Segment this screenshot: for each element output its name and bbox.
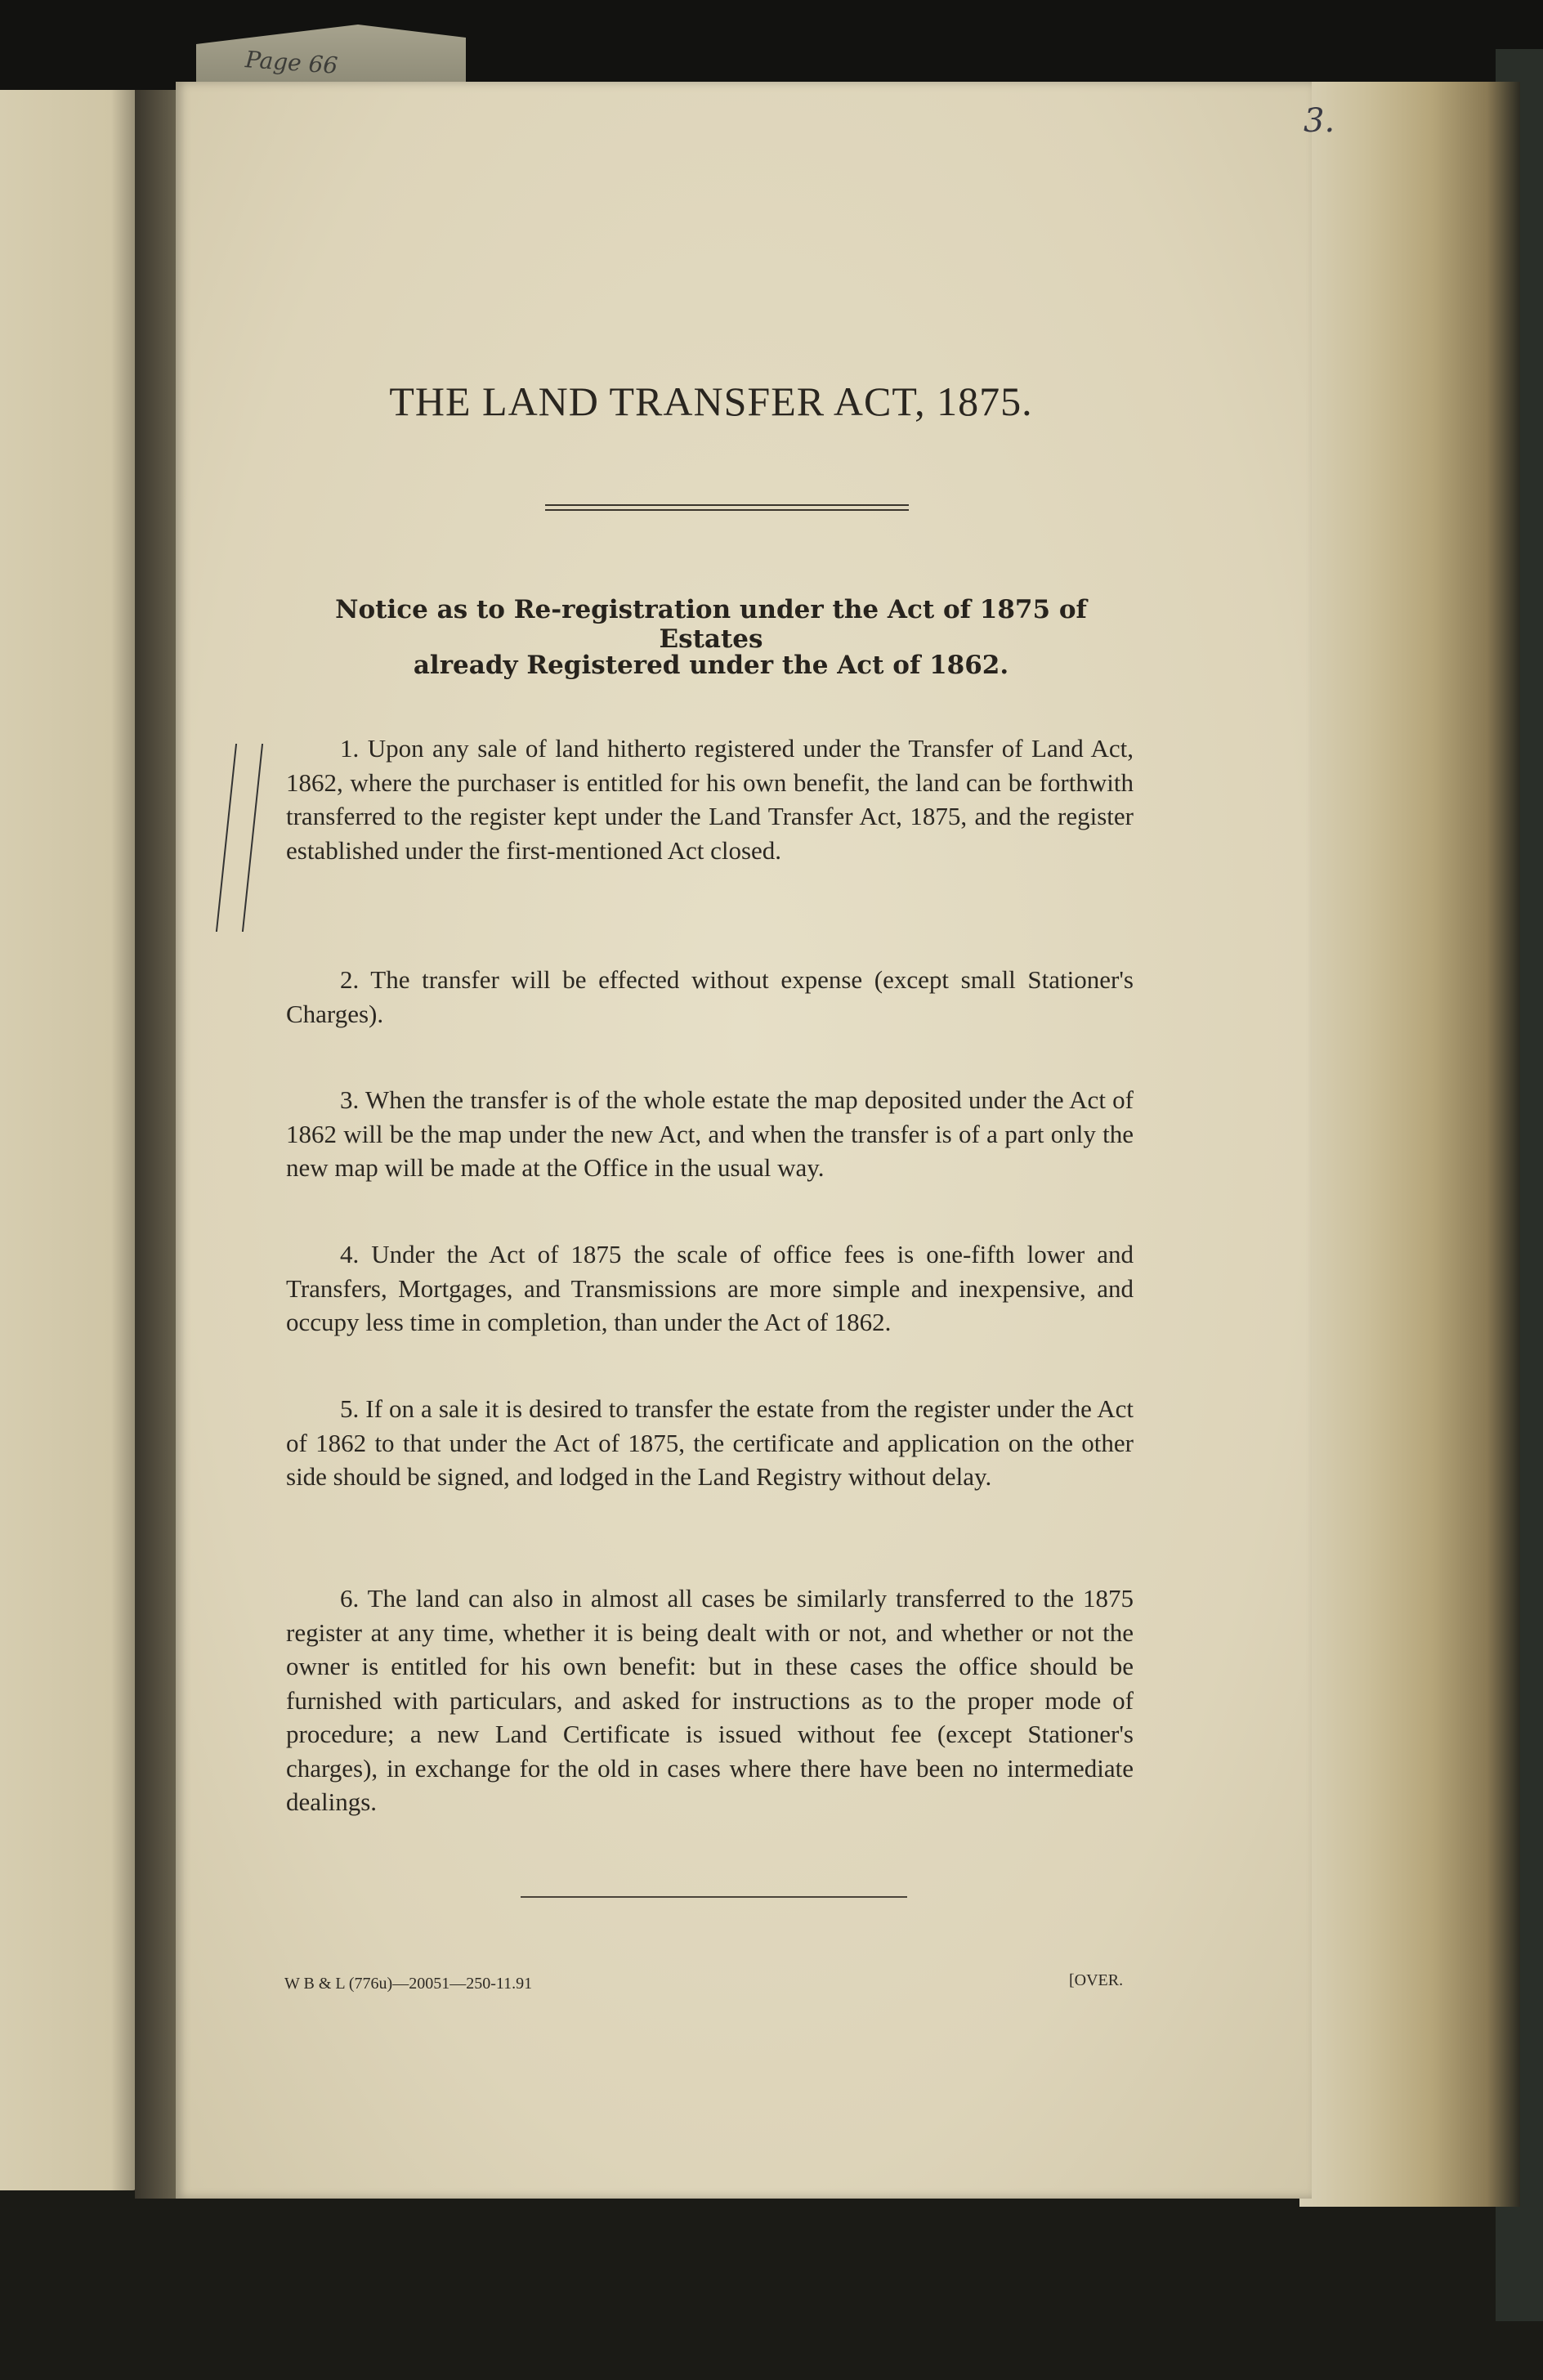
subtitle-line-1: Notice as to Re-registration under the Act of 1875 of Estates bbox=[335, 595, 1087, 654]
paragraph-6: 6. The land can also in almost all cases be similarly transferred to the 1875 register at any time, whether it is being dealt with or not, and whether or not the owner is entitled for his own benefit: but in these cases the office should be furnished with particulars, and asked for instructions as to the proper mode of procedure; a new Land Certificate is issued without fee (except Stationer's charges), in exchange for the old in cases where there have been no intermediate dealings. bbox=[286, 1584, 1134, 1816]
paragraph-2: 2. The transfer will be effected without expense (except small Stationer's Charges). bbox=[286, 965, 1134, 1028]
subtitle-line-2: already Registered under the Act of 1862. bbox=[413, 651, 1009, 680]
paragraph-3: 3. When the transfer is of the whole estate the map deposited under the Act of 1862 will be the map under the new Act, and when the transfer is of a part only the new map will be made at the Office in the usual way. bbox=[286, 1085, 1134, 1182]
single-rule-divider bbox=[521, 1896, 907, 1898]
paragraph-5: 5. If on a sale it is desired to transfer the estate from the register under the Act of 1862 to that under the Act of 1875, the certificate and application on the other side should be signed, and lodged in the Land Registry without delay. bbox=[286, 1394, 1134, 1491]
handwritten-page-number: 3. bbox=[1304, 102, 1335, 140]
paragraph-1: 1. Upon any sale of land hitherto registered under the Transfer of Land Act, 1862, where the purchaser is entitled for his own benefit, the land can be forthwith transferred to the register kept under the Land Transfer Act, 1875, and the register established under the first-mentioned Act closed. bbox=[286, 734, 1134, 865]
handwritten-tag-note: Page 66 bbox=[244, 46, 339, 79]
document-title: THE LAND TRANSFER ACT, 1875. bbox=[389, 378, 1033, 424]
over-note: [OVER. bbox=[1069, 1971, 1124, 1989]
double-rule-divider bbox=[545, 504, 909, 511]
paragraph-4: 4. Under the Act of 1875 the scale of office fees is one-fifth lower and Transfers, Mortgages, and Transmissions are more simple and inexpensive, and occupy less time in completion, than under the Act of 1862. bbox=[286, 1240, 1134, 1336]
printer-imprint: W B & L (776u)—20051—250-11.91 bbox=[284, 1975, 533, 1993]
